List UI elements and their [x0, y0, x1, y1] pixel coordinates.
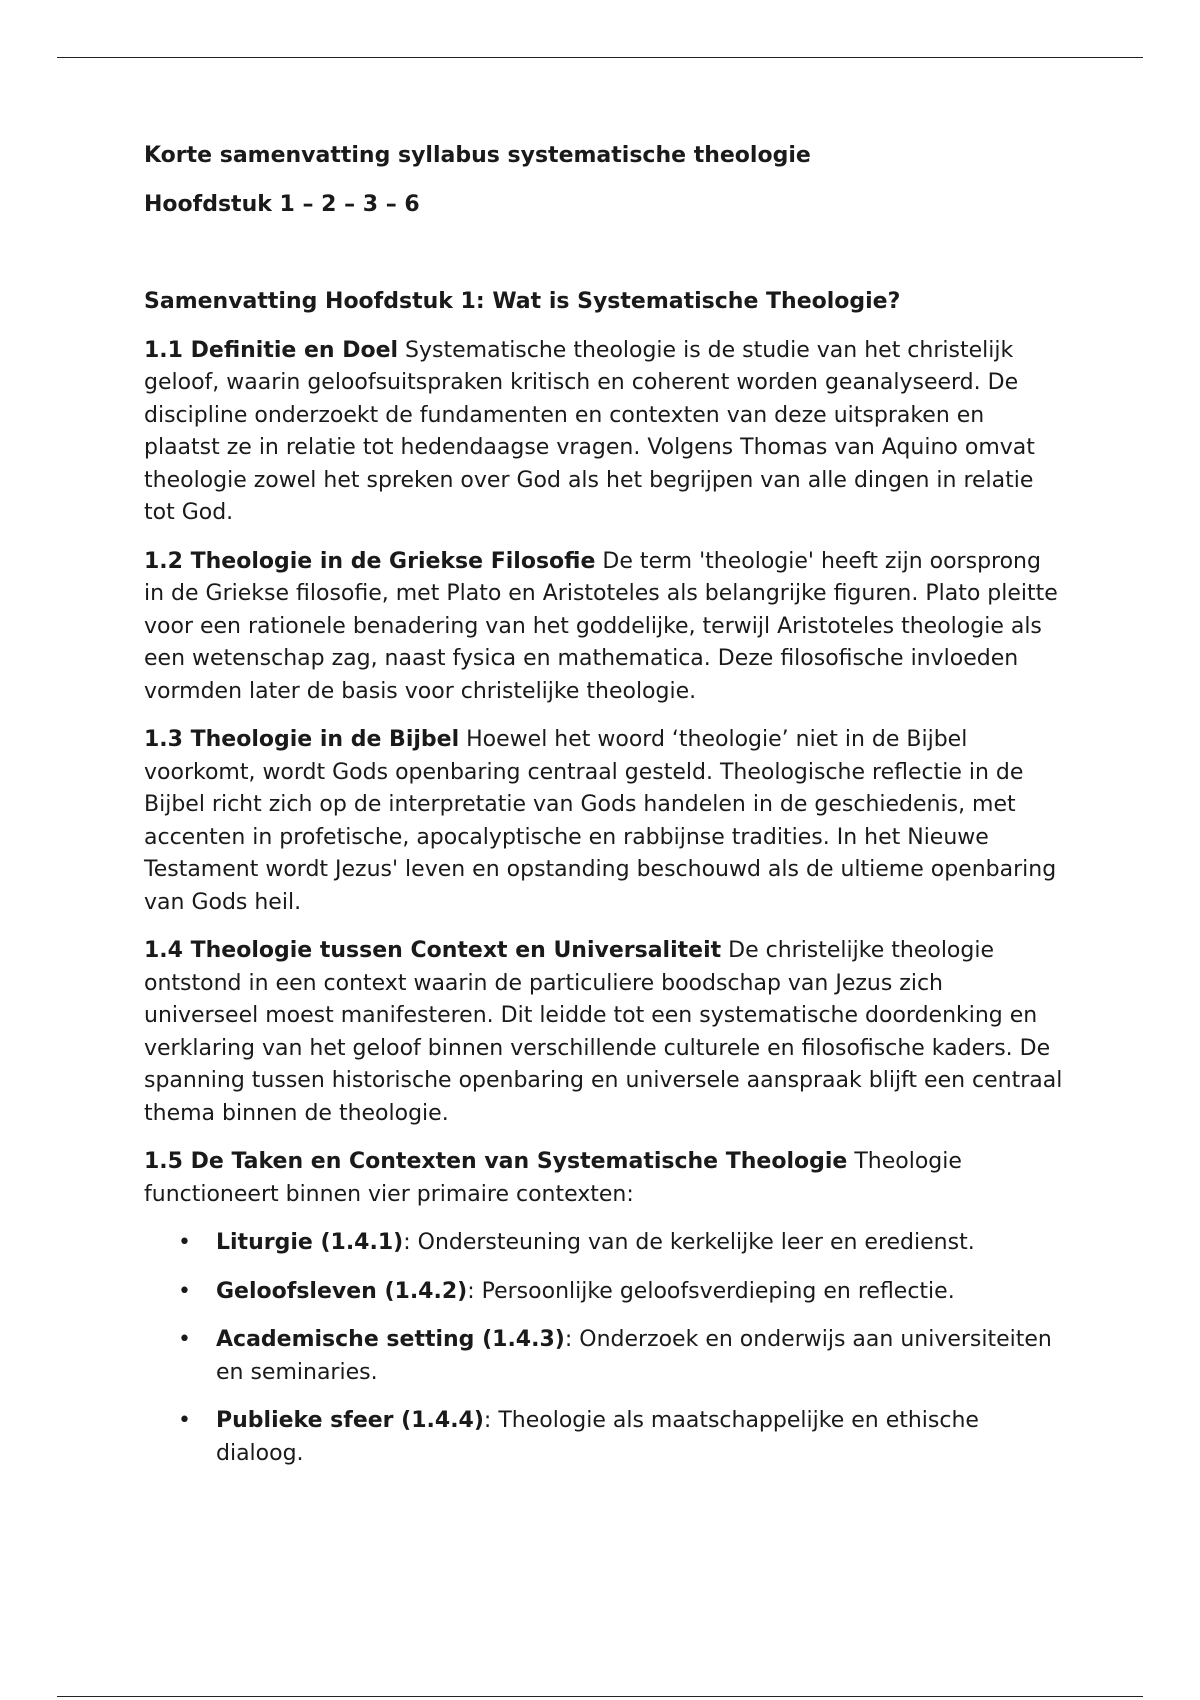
list-item — [144, 1324, 1064, 1389]
bullet-icon: • — [178, 1278, 191, 1304]
document-body — [144, 140, 1064, 1486]
list-item-text: : Onderzoek en onderwijs aan universiteiten en seminaries. — [216, 1327, 1052, 1385]
top-rule — [57, 57, 1143, 58]
bottom-rule — [57, 1696, 1143, 1697]
section-1-5 — [144, 1146, 1064, 1211]
list-item-term: Academische setting (1.4.3) — [216, 1327, 565, 1352]
document-subtitle: Hoofdstuk 1 – 2 – 3 – 6 — [144, 191, 420, 217]
section-text: Systematische theologie is de studie van het christelijk geloof, waarin geloofsuitspraken kritisch en coherent worden geanalyseerd. De discipline onderzoekt de fundamenten en contexten van deze uitspraken en plaatst ze in relatie tot hedendaagse vragen. Volgens Thomas van Aquino omvat theologie zowel het spreken over God als het begrijpen van alle dingen in relatie tot God. — [144, 337, 1035, 525]
context-list — [144, 1227, 1064, 1470]
list-item — [144, 1276, 1064, 1309]
section-text: Hoewel het woord ‘theologie’ niet in de Bijbel voorkomt, wordt Gods openbaring centraal gesteld. Theologische reflectie in de Bijbel richt zich op de interpretatie van Gods handelen in de geschiedenis, met accenten in profetische, apocalyptische en rabbijnse tradities. In het Nieuwe Testament wordt Jezus' leven en opstanding beschouwd als de ultieme openbaring van Gods heil. — [144, 727, 1057, 915]
section-1-2 — [144, 546, 1064, 709]
list-item-term: Geloofsleven (1.4.2) — [216, 1278, 468, 1304]
list-item-text: : Theologie als maatschappelijke en ethische dialoog. — [216, 1408, 979, 1466]
chapter-heading: Samenvatting Hoofdstuk 1: Wat is Systematische Theologie? — [144, 289, 901, 314]
section-title: 1.2 Theologie in de Griekse Filosofie — [144, 548, 596, 574]
section-title: 1.5 De Taken en Contexten van Systematische Theologie — [144, 1149, 848, 1174]
section-text: Theologie functioneert binnen vier primaire contexten: — [144, 1149, 962, 1207]
list-item-text: : Persoonlijke geloofsverdieping en reflectie. — [467, 1278, 955, 1304]
list-item-text: : Ondersteuning van de kerkelijke leer en eredienst. — [403, 1230, 975, 1255]
section-1-3 — [144, 724, 1064, 919]
section-1-4 — [144, 935, 1064, 1130]
list-item — [144, 1227, 1064, 1260]
bullet-icon: • — [178, 1327, 191, 1352]
section-text: De term 'theologie' heeft zijn oorsprong in de Griekse filosofie, met Plato en Aristoteles als belangrijke figuren. Plato pleitte voor een rationele benadering van het goddelijke, terwijl Aristoteles theologie als een wetenschap zag, naast fysica en mathematica. Deze filosofische invloeden vormden later de basis voor christelijke theologie. — [144, 548, 1058, 704]
section-1-1 — [144, 335, 1064, 530]
list-item-term: Publieke sfeer (1.4.4) — [216, 1408, 484, 1433]
section-title: 1.4 Theologie tussen Context en Universaliteit — [144, 938, 722, 963]
section-title: 1.1 Definitie en Doel — [144, 337, 399, 363]
section-title: 1.3 Theologie in de Bijbel — [144, 727, 460, 752]
list-item-term: Liturgie (1.4.1) — [216, 1230, 404, 1255]
bullet-icon: • — [178, 1230, 191, 1255]
document-title: Korte samenvatting syllabus systematische theologie — [144, 143, 811, 168]
bullet-icon: • — [178, 1408, 191, 1433]
list-item — [144, 1405, 1064, 1470]
section-text: De christelijke theologie ontstond in een context waarin de particuliere boodschap van Jezus zich universeel moest manifesteren. Dit leidde tot een systematische doordenking en verklaring van het geloof binnen verschillende culturele en filosofische kaders. De spanning tussen historische openbaring en universele aanspraak blijft een centraal thema binnen de theologie. — [144, 938, 1063, 1126]
